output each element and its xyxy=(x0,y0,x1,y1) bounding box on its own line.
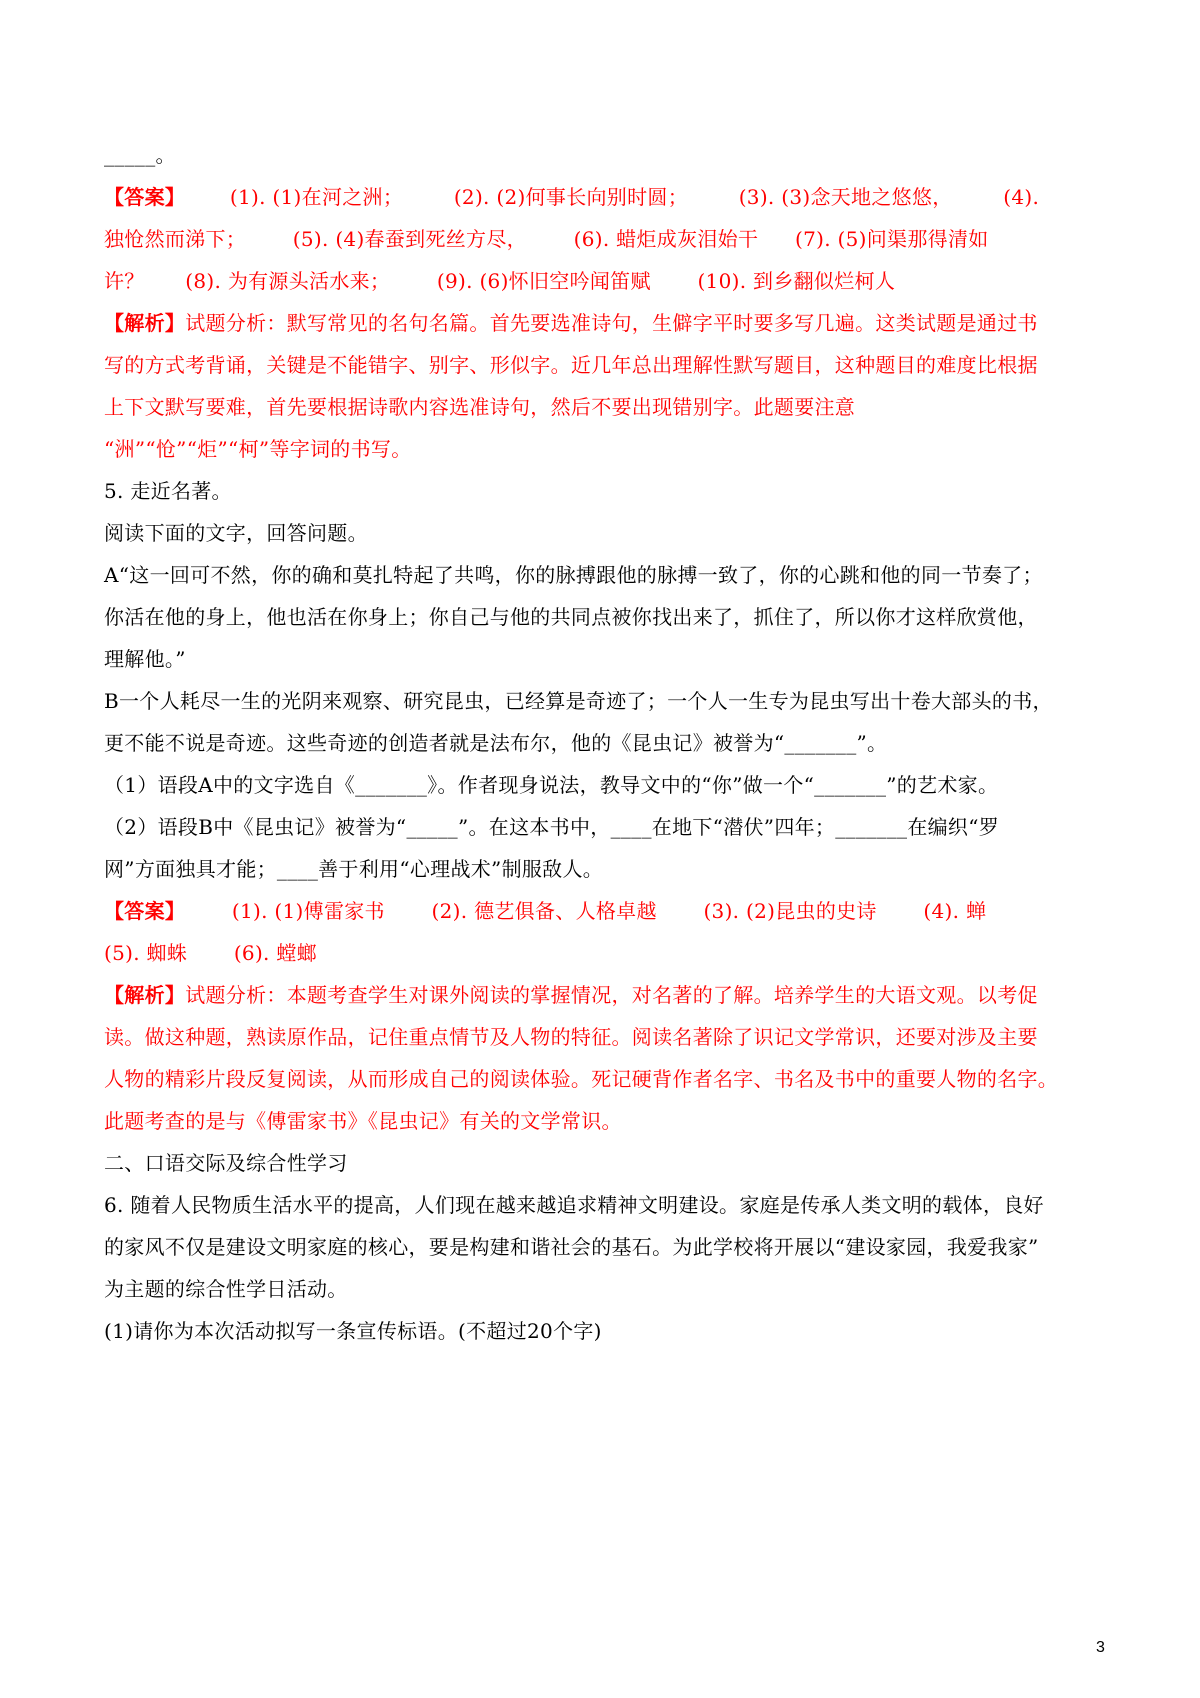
answer-tag: 【答案】 xyxy=(104,899,186,923)
q5-answer-line-1: 【答案】 (1). (1)傅雷家书 (2). 德艺俱备、人格卓越 (3). (2)昆虫的史诗 (4). 蝉 xyxy=(104,899,987,923)
q6-subquestion-1: (1)请你为本次活动拟写一条宣传标语。(不超过20个字) xyxy=(104,1319,602,1343)
q5-analysis-line-1: 【解析】试题分析：本题考查学生对课外阅读的掌握情况，对名著的了解。培养学生的大语文观。以考促 xyxy=(104,983,1038,1007)
q5-instruction: 阅读下面的文字，回答问题。 xyxy=(104,521,368,545)
q5-analysis-line-3: 人物的精彩片段反复阅读，从而形成自己的阅读体验。死记硬背作者名字、书名及书中的重要人物的名字。 xyxy=(104,1067,1059,1091)
q5-passage-a-line-1: A“这一回可不然，你的确和莫扎特起了共鸣，你的脉搏跟他的脉搏一致了，你的心跳和他的同一节奏了； xyxy=(104,563,1043,587)
q4-analysis-line-2: 写的方式考背诵，关键是不能错字、别字、形似字。近几年总出理解性默写题目，这种题目的难度比根据 xyxy=(104,353,1038,377)
analysis-tag: 【解析】 xyxy=(104,983,186,1007)
q4-analysis-line-3: 上下文默写要难，首先要根据诗歌内容选准诗句，然后不要出现错别字。此题要注意 xyxy=(104,395,856,419)
q4-answer-line-3: 许？ (8). 为有源头活水来； (9). (6)怀旧空吟闻笛赋 (10). 到乡翻似烂柯人 xyxy=(104,269,896,293)
q5-passage-b-line-1: B一个人耗尽一生的光阴来观察、研究昆虫，已经算是奇迹了；一个人一生专为昆虫写出十卷大部头的书， xyxy=(104,689,1053,713)
q6-line-3: 为主题的综合性学日活动。 xyxy=(104,1277,348,1301)
q6-line-1: 6. 随着人民物质生活水平的提高，人们现在越来越追求精神文明建设。家庭是传承人类文明的载体，良好 xyxy=(104,1193,1044,1217)
q5-subquestion-1: （1）语段A中的文字选自《_______》。作者现身说法，教导文中的“你”做一个“_______”的艺术家。 xyxy=(104,773,999,797)
q6-line-2: 的家风不仅是建设文明家庭的核心，要是构建和谐社会的基石。为此学校将开展以“建设家园，我爱我家” xyxy=(104,1235,1039,1259)
page-number: 3 xyxy=(1096,1639,1105,1656)
q5-title: 5. 走近名著。 xyxy=(104,479,232,503)
q5-answer-line-2: (5). 蜘蛛 (6). 螳螂 xyxy=(104,941,317,965)
analysis-tag: 【解析】 xyxy=(104,311,186,335)
q5-passage-a-line-3: 理解他。” xyxy=(104,647,186,671)
blank-tail: _____。 xyxy=(104,143,176,167)
section-2-title: 二、口语交际及综合性学习 xyxy=(104,1151,348,1175)
q4-answer-line-1: 【答案】 (1). (1)在河之洲； (2). (2)何事长向别时圆； (3). (3)念天地之悠悠， (4). xyxy=(104,185,1040,209)
q5-passage-a-line-2: 你活在他的身上，他也活在你身上；你自己与他的共同点被你找出来了，抓住了，所以你才这样欣赏他， xyxy=(104,605,1038,629)
answer-tag: 【答案】 xyxy=(104,185,186,209)
q5-subquestion-2-line-2: 网”方面独具才能；____善于利用“心理战术”制服敌人。 xyxy=(104,857,604,881)
q4-answer-line-2: 独怆然而涕下； (5). (4)春蚕到死丝方尽， (6). 蜡炬成灰泪始干 (7). (5)问渠那得清如 xyxy=(104,227,989,251)
q4-analysis-line-1: 【解析】试题分析：默写常见的名句名篇。首先要选准诗句，生僻字平时要多写几遍。这类试题是通过书 xyxy=(104,311,1038,335)
q4-analysis-line-4: “洲”“怆”“炬”“柯”等字词的书写。 xyxy=(104,437,412,461)
q5-analysis-line-4: 此题考查的是与《傅雷家书》《昆虫记》有关的文学常识。 xyxy=(104,1109,622,1133)
q5-analysis-line-2: 读。做这种题，熟读原作品，记住重点情节及人物的特征。阅读名著除了识记文学常识，还要对涉及主要 xyxy=(104,1025,1038,1049)
page-content xyxy=(104,143,1100,1361)
q5-passage-b-line-2: 更不能不说是奇迹。这些奇迹的创造者就是法布尔，他的《昆虫记》被誉为“_______”。 xyxy=(104,731,888,755)
q5-subquestion-2-line-1: （2）语段B中《昆虫记》被誉为“_____”。在这本书中，____在地下“潜伏”四年；_______在编织“罗 xyxy=(104,815,1000,839)
